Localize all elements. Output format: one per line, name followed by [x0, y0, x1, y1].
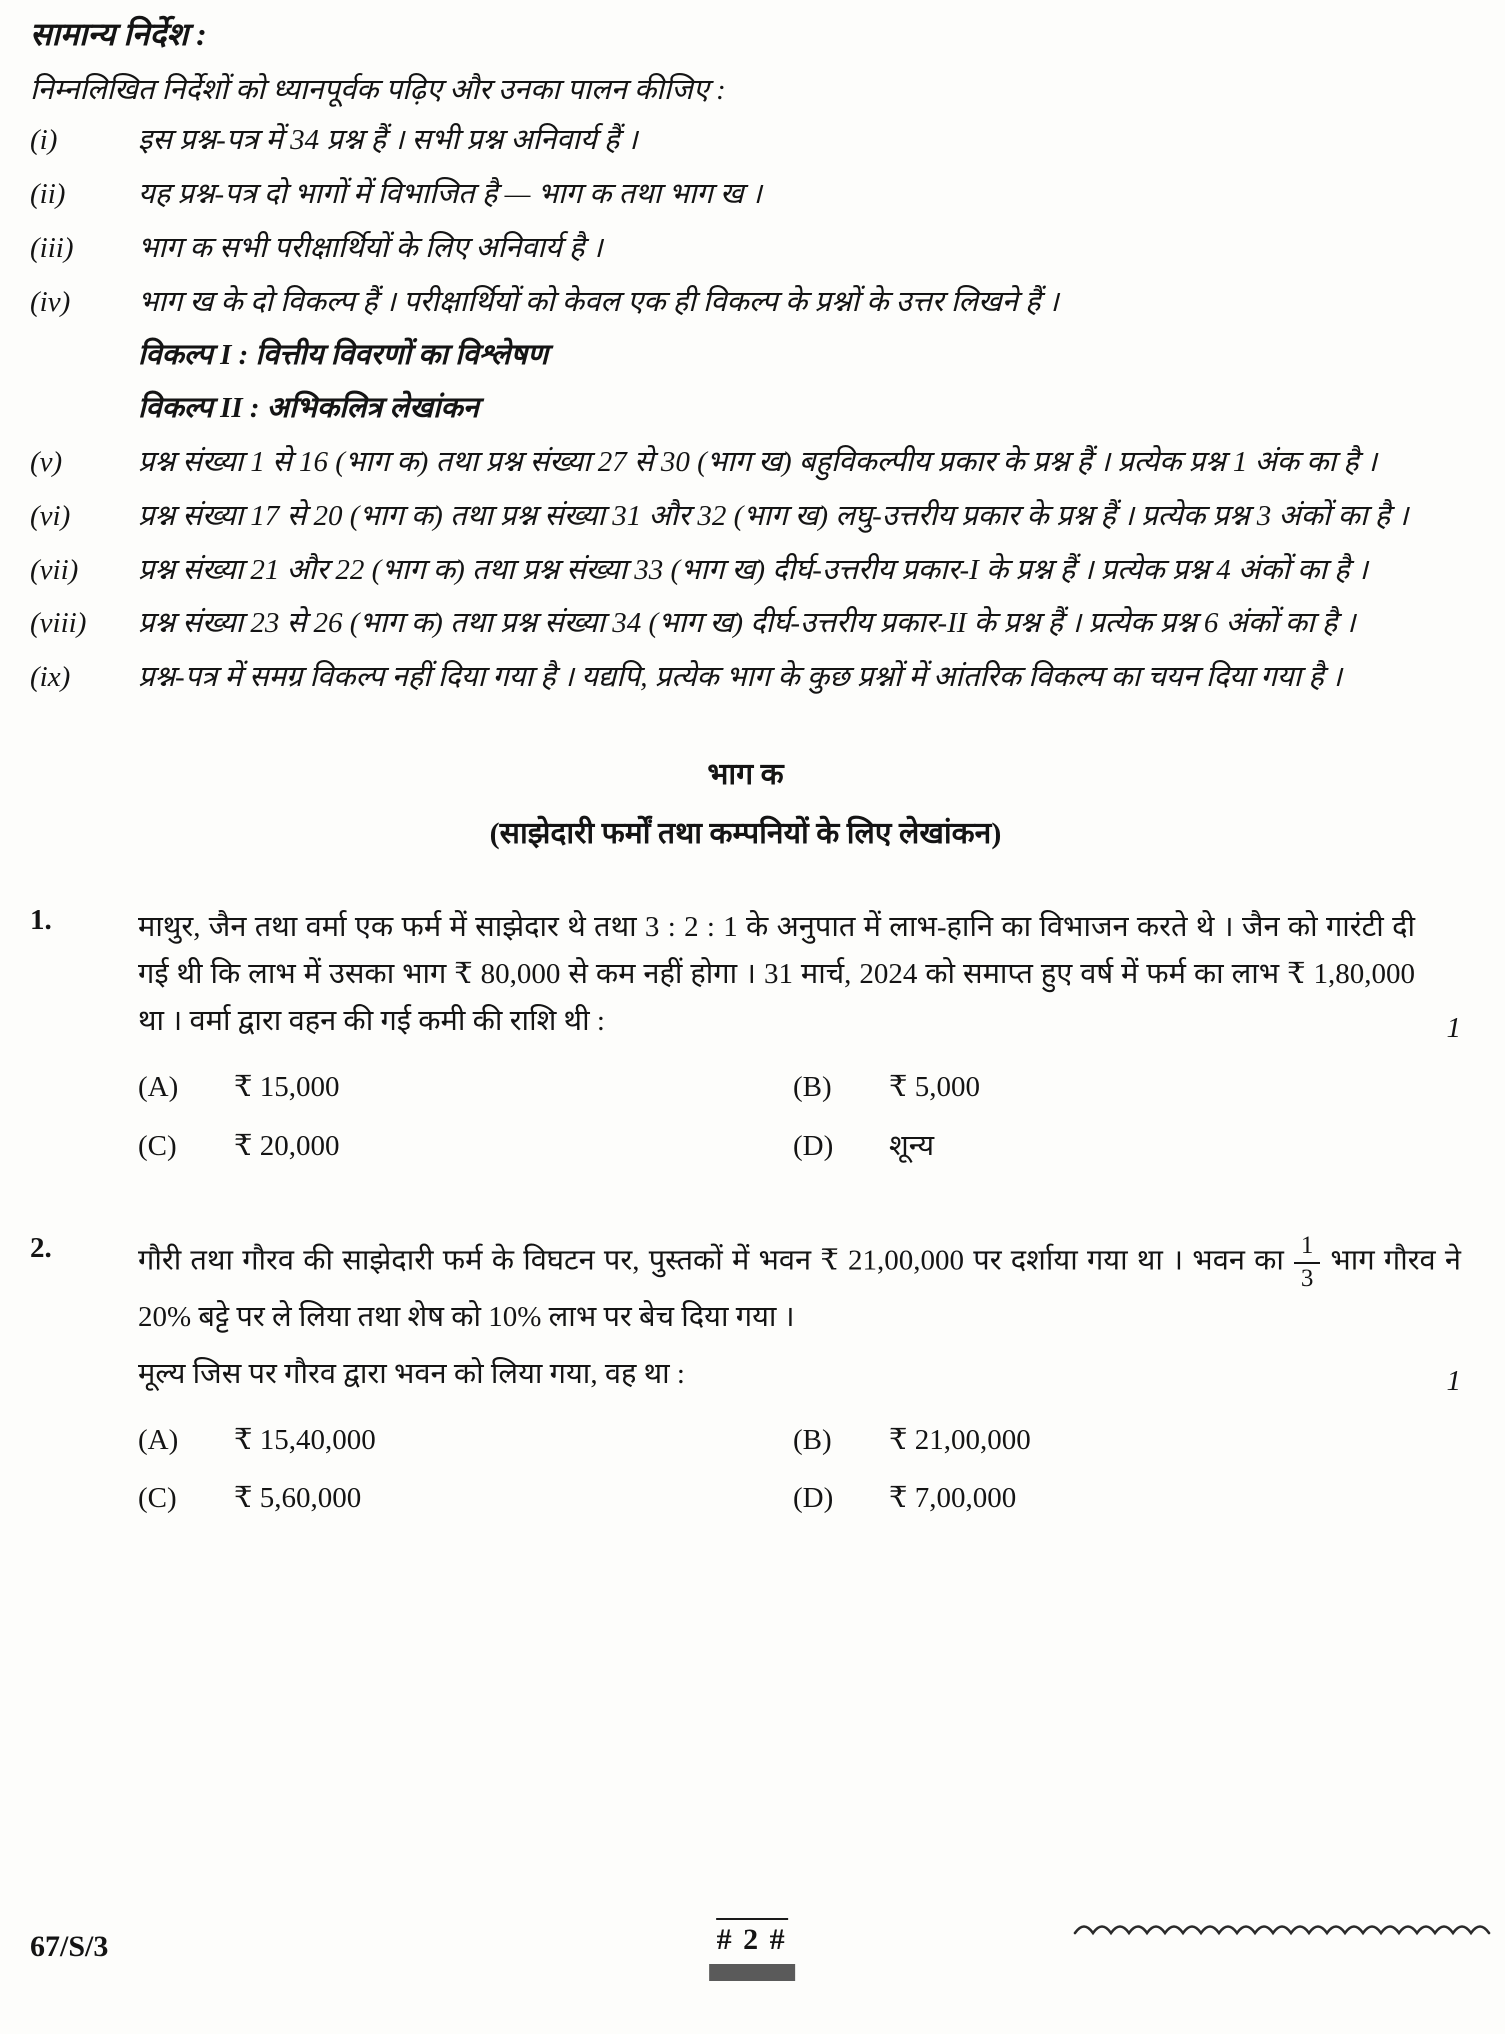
instruction-text: प्रश्न संख्या 21 और 22 (भाग क) तथा प्रश्न संख्या 33 (भाग ख) दीर्घ-उत्तरीय प्रकार-I के प्रश्न हैं । प्रत्येक प्रश्न 4 अंकों का है । — [138, 553, 1368, 586]
instruction-number: (iii) — [30, 231, 74, 264]
instruction-text: इस प्रश्न-पत्र में 34 प्रश्न हैं । सभी प्रश्न अनिवार्य हैं । — [138, 124, 638, 156]
page-number-bar — [709, 1964, 795, 1981]
page-number: # 2 # — [716, 1923, 787, 1956]
question-number: 2. — [30, 1232, 52, 1265]
option-one-line: विकल्प I : वित्तीय विवरणों का विश्लेषण — [138, 338, 549, 371]
fraction-one-third — [1294, 1232, 1321, 1294]
option-label: (A) — [138, 1423, 179, 1456]
option-label: (D) — [793, 1129, 834, 1162]
question-marks: 1 — [1446, 1012, 1461, 1045]
instruction-item — [30, 548, 1461, 593]
option-label: (C) — [138, 1482, 177, 1515]
section-title: भाग क — [707, 758, 784, 792]
instruction-number: (vii) — [30, 553, 79, 586]
options-grid — [138, 1420, 1461, 1519]
option-two-line: विकल्प II : अभिकलित्र लेखांकन — [138, 391, 479, 424]
instruction-text-group — [138, 280, 1461, 431]
general-instructions-section — [30, 12, 1461, 700]
option-text: ₹ 5,000 — [889, 1071, 980, 1104]
option-text: ₹ 5,60,000 — [234, 1482, 362, 1515]
question-text-line-2: मूल्य जिस पर गौरव द्वारा भवन को लिया गया, वह था : — [138, 1357, 685, 1390]
question-text — [138, 1232, 1461, 1340]
question-text-part-1: गौरी तथा गौरव की साझेदारी फर्म के विघटन पर, पुस्तकों में भवन ₹ 21,00,000 पर दर्शाया गया था । भवन का — [138, 1244, 1284, 1277]
option-d — [793, 1478, 1341, 1519]
option-text: ₹ 20,000 — [234, 1129, 340, 1162]
instruction-number: (i) — [30, 124, 58, 156]
instruction-text: भाग ख के दो विकल्प हैं । परीक्षार्थियों को केवल एक ही विकल्प के प्रश्नों के उत्तर लिखने हैं । — [138, 285, 1059, 318]
instruction-text: प्रश्न संख्या 17 से 20 (भाग क) तथा प्रश्न संख्या 31 और 32 (भाग ख) लघु-उत्तरीय प्रकार के प्रश्न हैं । प्रत्येक प्रश्न 3 अंकों का है । — [138, 499, 1409, 532]
question-marks: 1 — [1446, 1364, 1461, 1397]
page-footer — [30, 1918, 1475, 2004]
option-label: (B) — [793, 1071, 832, 1104]
instruction-text: प्रश्न संख्या 23 से 26 (भाग क) तथा प्रश्न संख्या 34 (भाग ख) दीर्घ-उत्तरीय प्रकार-II के प्रश्न हैं । प्रत्येक प्रश्न 6 अंकों का है । — [138, 607, 1356, 640]
instructions-heading: सामान्य निर्देश : — [30, 16, 207, 52]
option-a — [138, 1067, 793, 1108]
page-number-block — [709, 1918, 795, 1981]
instruction-item — [30, 494, 1461, 539]
option-label: (C) — [138, 1129, 177, 1162]
question-body — [138, 904, 1461, 1166]
option-text: ₹ 7,00,000 — [889, 1482, 1017, 1515]
question-number: 1. — [30, 904, 52, 937]
question-text-part-2: भाग गौरव ने 20% बट्टे पर ले लिया तथा शेष को 10% लाभ पर बेच दिया गया । — [138, 1244, 1461, 1333]
instruction-item — [30, 601, 1461, 646]
instructions-intro: निम्नलिखित निर्देशों को ध्यानपूर्वक पढ़िए और उनका पालन कीजिए : — [30, 74, 726, 106]
instruction-number: (ii) — [30, 177, 66, 210]
instruction-item — [30, 440, 1461, 485]
section-subtitle: (साझेदारी फर्मों तथा कम्पनियों के लिए लेखांकन) — [489, 817, 1002, 851]
question-body — [138, 1232, 1461, 1519]
option-c — [138, 1478, 793, 1519]
option-label: (B) — [793, 1423, 832, 1456]
fraction-denominator: 3 — [1300, 1265, 1314, 1293]
question-1 — [30, 904, 1461, 1166]
instruction-number: (ix) — [30, 661, 71, 694]
instruction-item — [30, 655, 1461, 700]
option-text: ₹ 15,000 — [234, 1071, 340, 1104]
question-2 — [30, 1232, 1461, 1519]
instruction-text: यह प्रश्न-पत्र दो भागों में विभाजित है — भाग क तथा भाग ख । — [138, 177, 762, 210]
instruction-item — [30, 118, 1461, 163]
option-label: (A) — [138, 1071, 179, 1104]
instruction-number: (viii) — [30, 607, 87, 640]
instruction-text: प्रश्न संख्या 1 से 16 (भाग क) तथा प्रश्न संख्या 27 से 30 (भाग ख) बहुविकल्पीय प्रकार के प्रश्न हैं । प्रत्येक प्रश्न 1 अंक का है । — [138, 445, 1377, 478]
option-a — [138, 1420, 793, 1461]
option-d — [793, 1126, 1341, 1167]
option-text: ₹ 21,00,000 — [889, 1423, 1031, 1456]
instruction-number: (iv) — [30, 285, 71, 318]
option-text: ₹ 15,40,000 — [234, 1423, 376, 1456]
question-text: माथुर, जैन तथा वर्मा एक फर्म में साझेदार थे तथा 3 : 2 : 1 के अनुपात में लाभ-हानि का विभाजन करते थे । जैन को गारंटी दी गई थी कि लाभ में उसका भाग ₹ 80,000 से कम नहीं होगा । 31 मार्च, 2024 को समाप्त हुए वर्ष में फर्म का लाभ ₹ 1,80,000 था । वर्मा द्वारा वहन की गई कमी की राशि थी : — [138, 911, 1415, 1038]
instruction-item — [30, 172, 1461, 217]
option-c — [138, 1126, 793, 1167]
fraction-numerator: 1 — [1294, 1232, 1321, 1264]
instruction-item — [30, 280, 1461, 431]
page-number-rule — [716, 1918, 788, 1920]
instruction-number: (v) — [30, 445, 63, 478]
option-text: शून्य — [889, 1129, 935, 1162]
option-b — [793, 1067, 1341, 1108]
paper-code: 67/S/3 — [30, 1930, 109, 1963]
instruction-number: (vi) — [30, 499, 71, 532]
instruction-text: प्रश्न-पत्र में समग्र विकल्प नहीं दिया गया है । यद्यपि, प्रत्येक भाग के कुछ प्रश्नों में आंतरिक विकल्प का चयन दिया गया है । — [138, 661, 1342, 694]
instruction-item — [30, 226, 1461, 271]
options-grid — [138, 1067, 1461, 1166]
instruction-text: भाग क सभी परीक्षार्थियों के लिए अनिवार्य है । — [138, 231, 603, 264]
option-label: (D) — [793, 1482, 834, 1515]
option-b — [793, 1420, 1341, 1461]
